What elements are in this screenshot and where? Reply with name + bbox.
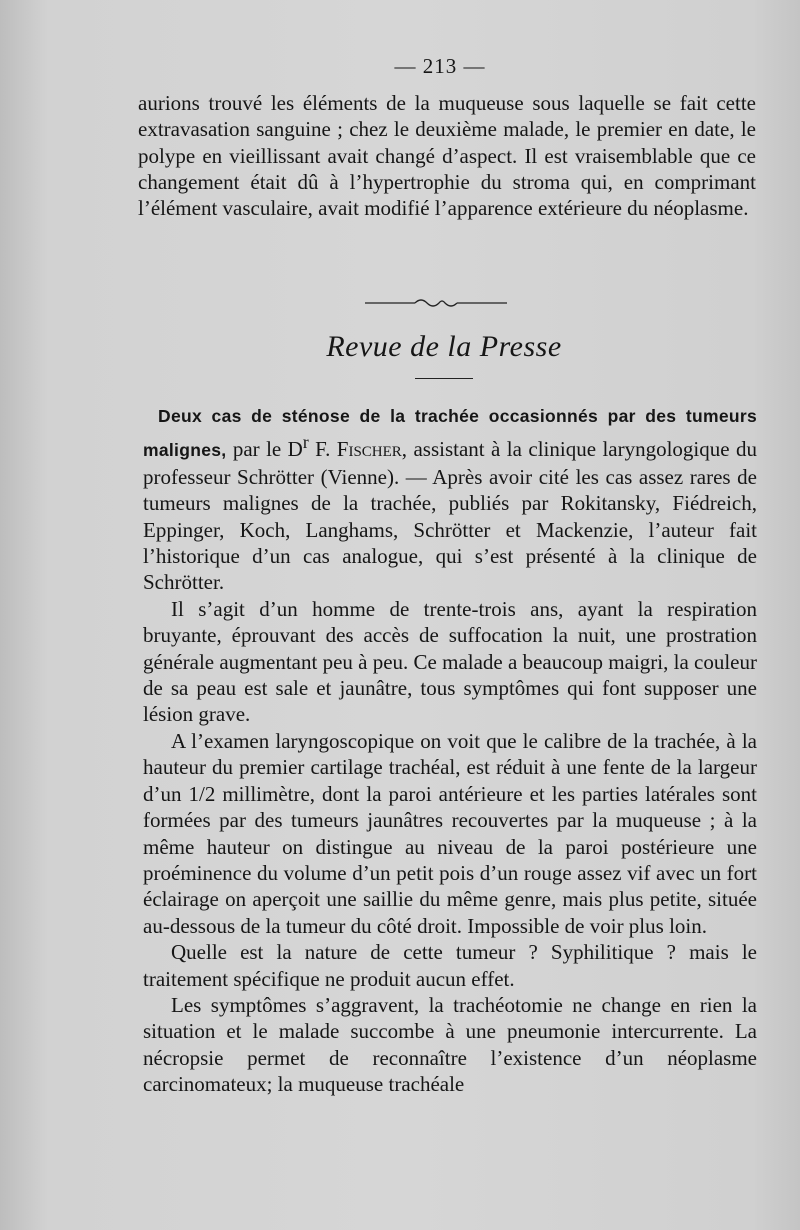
article-paragraph: Quelle est la nature de cette tumeur ? Syphilitique ? mais le traitement spécifique ne produit aucun effet. xyxy=(143,940,757,991)
byline-sup: r xyxy=(302,432,309,453)
byline-pre: par le D xyxy=(226,437,303,462)
section-title: Revue de la Presse xyxy=(326,330,562,363)
article-title: Deux cas de sténose de la trachée occasionnés par des tumeurs malignes, xyxy=(143,406,757,461)
byline-initial: F. xyxy=(308,437,337,462)
title-rule xyxy=(415,378,473,379)
ornament-divider-icon xyxy=(365,296,507,310)
article-author: Fischer xyxy=(336,437,402,462)
intro-text: aurions trouvé les éléments de la muqueuse sous laquelle se fait cette extravasation sanguine ; chez le deuxième malade, le premier en date, le polype en vieillissant avait changé d’aspect. Il est vraisemblable que ce changement était dû à l’hypertrophie du stroma qui, en comprimant l’élément vasculaire, avait modifié l’apparence extérieure du néoplasme. xyxy=(138,91,756,221)
byline-post: , assistant à la clinique laryngologique du professeur Schrötter (Vienne). — Après avoir cité les cas assez rares de tumeurs malignes de la trachée, publiés par Rokitansky, Fiédreich, Eppinger, Koch, Langhams, Schrötter et Mackenzie, l’auteur fait l’historique d’un cas analogue, qui s’est présenté à la clinique de Schrötter. xyxy=(143,437,757,595)
intro-paragraph xyxy=(138,90,756,221)
article-first-paragraph xyxy=(143,402,757,596)
page-number: — 213 — xyxy=(394,54,486,78)
article-paragraph: Il s’agit d’un homme de trente-trois ans, ayant la respiration bruyante, éprouvant des accès de suffocation la nuit, une prostration générale augmentant peu à peu. Ce malade a beaucoup maigri, la couleur de sa peau est sale et jaunâtre, tous symptômes qui font supposer une lésion grave. xyxy=(143,596,757,727)
article-paragraph: A l’examen laryngoscopique on voit que le calibre de la trachée, à la hauteur du premier cartilage trachéal, est réduit à une fente de la largeur d’un 1/2 millimètre, dont la paroi antérieure et les parties latérales sont formées par des tumeurs jaunâtres recouvertes par la muqueuse ; à la même hauteur on distingue au niveau de la paroi postérieure une proéminence du volume d’un petit pois d’un rouge assez vif avec un fort éclairage on aperçoit une saillie du même genre, mais plus petite, située au-dessous de la tumeur du côté droit. Impossible de voir plus loin. xyxy=(143,728,757,938)
article-paragraph: Les symptômes s’aggravent, la trachéotomie ne change en rien la situation et le malade succombe à une pneumonie intercurrente. La nécropsie permet de reconnaître l’existence d’un néoplasme carcinomateux; la muqueuse trachéale xyxy=(143,992,757,1097)
review-article xyxy=(143,402,757,1098)
